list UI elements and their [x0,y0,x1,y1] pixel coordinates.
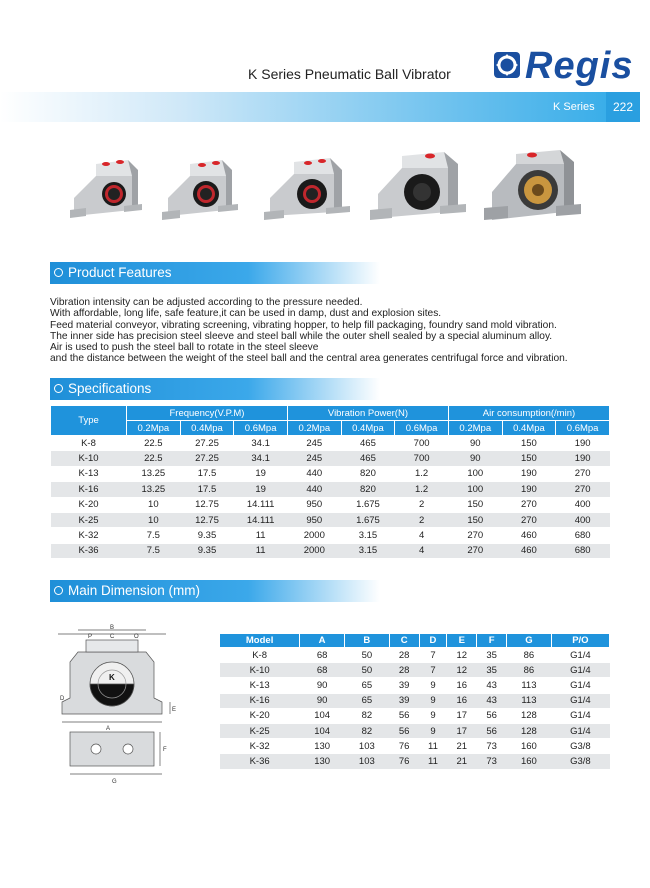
table-cell: 28 [389,663,419,678]
cell-type: K-25 [51,512,127,527]
dim-label-o: O [134,634,139,640]
dim-label-a: A [106,726,111,732]
table-cell: 82 [344,723,389,738]
vibrator-photo-k20 [368,150,468,225]
col-subheader: 0.6Mpa [234,421,288,436]
cell-model: K-16 [220,693,300,708]
table-row [220,723,610,738]
table-cell: 19 [234,482,288,497]
table-cell: 2000 [287,543,341,558]
table-cell: 104 [300,708,345,723]
table-cell: 100 [448,466,502,481]
table-cell: 82 [344,708,389,723]
table-cell: 440 [287,482,341,497]
col-group-frequency: Frequency(V.P.M) [127,406,288,421]
table-cell: G1/4 [551,693,609,708]
vibrator-photo-k36 [482,150,582,230]
table-cell: 4 [395,543,449,558]
dim-label-f: F [163,747,167,753]
table-cell: 150 [502,451,556,466]
table-cell: 465 [341,451,395,466]
col-subheader: 0.4Mpa [341,421,395,436]
table-cell: 400 [556,497,610,512]
table-row [51,482,610,497]
table-cell: 39 [389,678,419,693]
feature-line: Vibration intensity can be adjusted according to the pressure needed. [50,297,363,308]
page-number: 222 [606,92,640,122]
table-cell: 3.15 [341,543,395,558]
table-cell: 11 [419,754,447,769]
table-cell: 9.35 [180,528,234,543]
cell-type: K-32 [51,528,127,543]
col-group-vibration-power: Vibration Power(N) [287,406,448,421]
table-cell: 43 [477,678,507,693]
col-subheader: 0.4Mpa [502,421,556,436]
table-cell: 160 [507,739,552,754]
series-tab: K Series [553,101,595,113]
table-cell: 460 [502,543,556,558]
table-cell: 17.5 [180,482,234,497]
table-cell: 1.675 [341,497,395,512]
table-cell: 76 [389,739,419,754]
table-cell: 56 [389,723,419,738]
col-subheader: 0.6Mpa [395,421,449,436]
table-cell: 10 [127,497,181,512]
feature-line: Air is used to push the steel ball to rotate in the steel sleeve [50,342,319,354]
cell-model: K-25 [220,723,300,738]
table-cell: 7 [419,648,447,663]
cell-model: K-13 [220,678,300,693]
feature-line: With affordable, long life, safe feature,it can be used in damp, dust and explosion sites. [50,308,442,320]
table-cell: 73 [477,739,507,754]
table-cell: 245 [287,436,341,451]
col-subheader: 0.6Mpa [556,421,610,436]
cell-type: K-20 [51,497,127,512]
feature-line: Feed material conveyor, vibrating screening, vibrating hopper, to help fill packaging, foundry sand mold vibration. [50,319,557,331]
col-header: C [389,634,419,648]
features-text [50,297,610,365]
vibrator-photo-k10 [160,150,240,225]
table-cell: 190 [502,466,556,481]
table-cell: 50 [344,648,389,663]
col-header: F [477,634,507,648]
table-cell: 43 [477,693,507,708]
col-group-air-consumption: Air consumption(/min) [448,406,609,421]
dimension-table [219,633,610,770]
table-cell: 460 [502,528,556,543]
table-row [220,678,610,693]
section-bullet-icon [54,268,63,277]
dimension-drawing [50,622,210,787]
cell-type: K-16 [51,482,127,497]
table-cell: 56 [477,708,507,723]
table-cell: 12 [447,648,477,663]
table-row [51,497,610,512]
table-cell: 3.15 [341,528,395,543]
table-cell: 9 [419,708,447,723]
table-cell: 103 [344,754,389,769]
table-cell: 1.2 [395,482,449,497]
section-header-dimension [50,580,380,602]
table-cell: G1/4 [551,723,609,738]
table-cell: 680 [556,528,610,543]
table-cell: 35 [477,648,507,663]
table-cell: 68 [300,663,345,678]
dim-label-k: K [109,673,115,682]
table-cell: 104 [300,723,345,738]
table-cell: 39 [389,693,419,708]
table-cell: 100 [448,482,502,497]
table-cell: 28 [389,648,419,663]
table-cell: 9.35 [180,543,234,558]
table-cell: G1/4 [551,678,609,693]
table-cell: 76 [389,754,419,769]
table-cell: 130 [300,754,345,769]
table-cell: 16 [447,678,477,693]
table-row [220,693,610,708]
table-cell: 465 [341,436,395,451]
table-cell: 22.5 [127,436,181,451]
section-title: Product Features [68,265,172,280]
cell-model: K-10 [220,663,300,678]
table-cell: 90 [448,436,502,451]
table-cell: 150 [448,512,502,527]
table-cell: 13.25 [127,482,181,497]
table-cell: 950 [287,512,341,527]
table-cell: 270 [448,528,502,543]
table-cell: 270 [556,482,610,497]
table-cell: 190 [556,451,610,466]
table-cell: 11 [234,528,288,543]
table-row [220,708,610,723]
table-row [220,739,610,754]
table-row [220,648,610,663]
regis-logo [492,48,640,86]
table-row [220,663,610,678]
table-cell: 65 [344,693,389,708]
table-cell: 90 [300,678,345,693]
dim-label-b: B [110,625,115,631]
table-cell: 73 [477,754,507,769]
dim-label-e: E [172,707,177,713]
table-cell: 14.111 [234,512,288,527]
header-banner [0,92,606,122]
table-cell: 65 [344,678,389,693]
table-cell: 17 [447,708,477,723]
specifications-table [50,405,610,559]
table-cell: G1/4 [551,663,609,678]
section-title: Main Dimension (mm) [68,583,201,598]
cell-model: K-8 [220,648,300,663]
table-cell: 27.25 [180,451,234,466]
table-row [51,466,610,481]
table-cell: 950 [287,497,341,512]
section-title: Specifications [68,381,152,396]
table-cell: G3/8 [551,739,609,754]
table-row [51,512,610,527]
table-row [51,528,610,543]
table-cell: 13.25 [127,466,181,481]
col-subheader: 0.2Mpa [287,421,341,436]
feature-line: The inner side has precision steel sleeve and steel ball while the outer shell sealed by a special aluminum alloy. [50,330,553,342]
table-cell: 10 [127,512,181,527]
vibrator-photo-k13 [262,150,352,225]
table-cell: 400 [556,512,610,527]
cell-type: K-13 [51,466,127,481]
table-row [51,451,610,466]
table-cell: 245 [287,451,341,466]
cell-type: K-36 [51,543,127,558]
table-cell: 12.75 [180,512,234,527]
col-header-type: Type [51,406,127,436]
cell-model: K-20 [220,708,300,723]
table-cell: 150 [448,497,502,512]
table-cell: 190 [556,436,610,451]
section-bullet-icon [54,384,63,393]
section-header-specifications [50,378,380,400]
col-header: D [419,634,447,648]
table-cell: 50 [344,663,389,678]
col-header: P/O [551,634,609,648]
table-cell: 86 [507,663,552,678]
table-cell: 27.25 [180,436,234,451]
table-cell: 56 [477,723,507,738]
table-row [220,754,610,769]
table-cell: 7.5 [127,543,181,558]
feature-line: and the distance between the weight of the steel ball and the central area generates centrifugal force and vibration. [50,353,568,365]
table-cell: 9 [419,693,447,708]
table-cell: 21 [447,754,477,769]
table-cell: 90 [300,693,345,708]
table-cell: 17.5 [180,466,234,481]
table-cell: 86 [507,648,552,663]
table-cell: 7.5 [127,528,181,543]
table-cell: 12.75 [180,497,234,512]
table-cell: 56 [389,708,419,723]
table-cell: G1/4 [551,648,609,663]
dim-label-c: C [110,634,115,640]
cell-type: K-8 [51,436,127,451]
table-cell: 4 [395,528,449,543]
dim-label-g: G [112,779,117,785]
table-cell: 150 [502,436,556,451]
table-cell: 2 [395,512,449,527]
table-cell: 7 [419,663,447,678]
table-cell: 190 [502,482,556,497]
table-cell: 113 [507,693,552,708]
table-row [51,436,610,451]
logo-text: Regis [525,48,634,86]
table-cell: 113 [507,678,552,693]
table-cell: 440 [287,466,341,481]
table-cell: 21 [447,739,477,754]
table-cell: 9 [419,678,447,693]
table-cell: 103 [344,739,389,754]
col-header: G [507,634,552,648]
table-cell: 2 [395,497,449,512]
table-cell: 160 [507,754,552,769]
col-header: B [344,634,389,648]
table-cell: 700 [395,436,449,451]
table-cell: 11 [234,543,288,558]
table-cell: 11 [419,739,447,754]
table-cell: 34.1 [234,451,288,466]
cell-model: K-32 [220,739,300,754]
table-cell: 22.5 [127,451,181,466]
col-subheader: 0.2Mpa [448,421,502,436]
table-cell: 16 [447,693,477,708]
table-cell: 270 [502,497,556,512]
table-cell: 128 [507,723,552,738]
table-cell: G3/8 [551,754,609,769]
section-header-features [50,262,380,284]
section-bullet-icon [54,586,63,595]
cell-type: K-10 [51,451,127,466]
table-cell: 128 [507,708,552,723]
table-cell: 34.1 [234,436,288,451]
col-subheader: 0.2Mpa [127,421,181,436]
col-subheader: 0.4Mpa [180,421,234,436]
dim-label-d: D [60,696,65,702]
table-cell: 1.675 [341,512,395,527]
table-cell: 90 [448,451,502,466]
cell-model: K-36 [220,754,300,769]
table-cell: 19 [234,466,288,481]
table-cell: 9 [419,723,447,738]
table-cell: 820 [341,466,395,481]
table-cell: 1.2 [395,466,449,481]
dim-label-p: P [88,634,93,640]
col-header: A [300,634,345,648]
table-cell: 270 [556,466,610,481]
table-row [51,543,610,558]
col-header: Model [220,634,300,648]
table-cell: 700 [395,451,449,466]
table-cell: 820 [341,482,395,497]
table-cell: 2000 [287,528,341,543]
vibrator-photo-k8 [66,150,146,225]
table-cell: 270 [448,543,502,558]
table-cell: 270 [502,512,556,527]
table-cell: G1/4 [551,708,609,723]
table-cell: 680 [556,543,610,558]
table-cell: 17 [447,723,477,738]
table-cell: 35 [477,663,507,678]
table-cell: 12 [447,663,477,678]
page-title: K Series Pneumatic Ball Vibrator [248,66,451,82]
col-header: E [447,634,477,648]
table-cell: 130 [300,739,345,754]
table-cell: 14.111 [234,497,288,512]
table-cell: 68 [300,648,345,663]
